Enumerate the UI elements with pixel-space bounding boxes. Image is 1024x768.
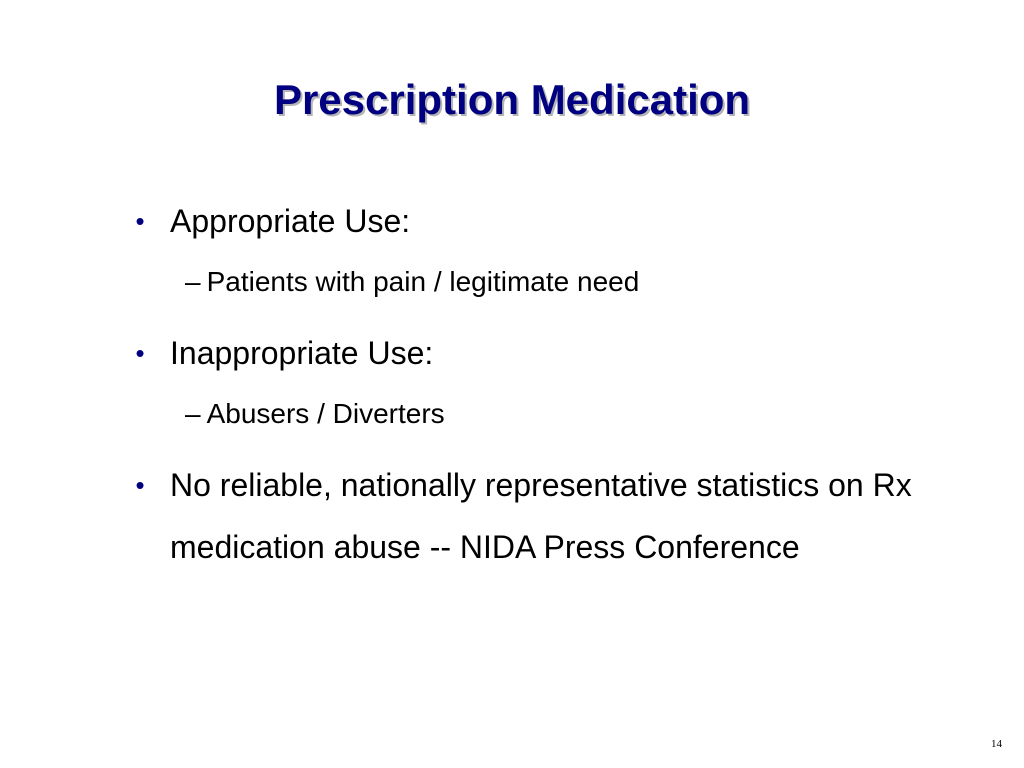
bullet-text: No reliable, nationally representative statistics on Rx medication abuse -- NIDA Press Conference <box>170 467 912 565</box>
bullet-dot-icon: • <box>135 206 145 236</box>
sub-item-text: Abusers / Diverters <box>206 398 445 429</box>
dash-icon: – <box>185 266 201 297</box>
slide-title: Prescription Medication <box>273 76 751 123</box>
bullet-item-appropriate-use <box>130 190 930 252</box>
page-number: 14 <box>991 738 1002 750</box>
bullet-item-inappropriate-use <box>130 322 930 384</box>
sub-item-text: Patients with pain / legitimate need <box>206 266 640 297</box>
sub-item-patients <box>130 264 930 300</box>
sub-item-abusers <box>130 396 930 432</box>
bullet-dot-icon: • <box>135 470 145 500</box>
bullet-item-statistics <box>130 454 930 578</box>
bullet-list <box>130 190 930 578</box>
dash-icon: – <box>185 398 201 429</box>
bullet-text: Inappropriate Use: <box>170 335 434 371</box>
bullet-text: Appropriate Use: <box>170 203 411 239</box>
bullet-dot-icon: • <box>135 338 145 368</box>
